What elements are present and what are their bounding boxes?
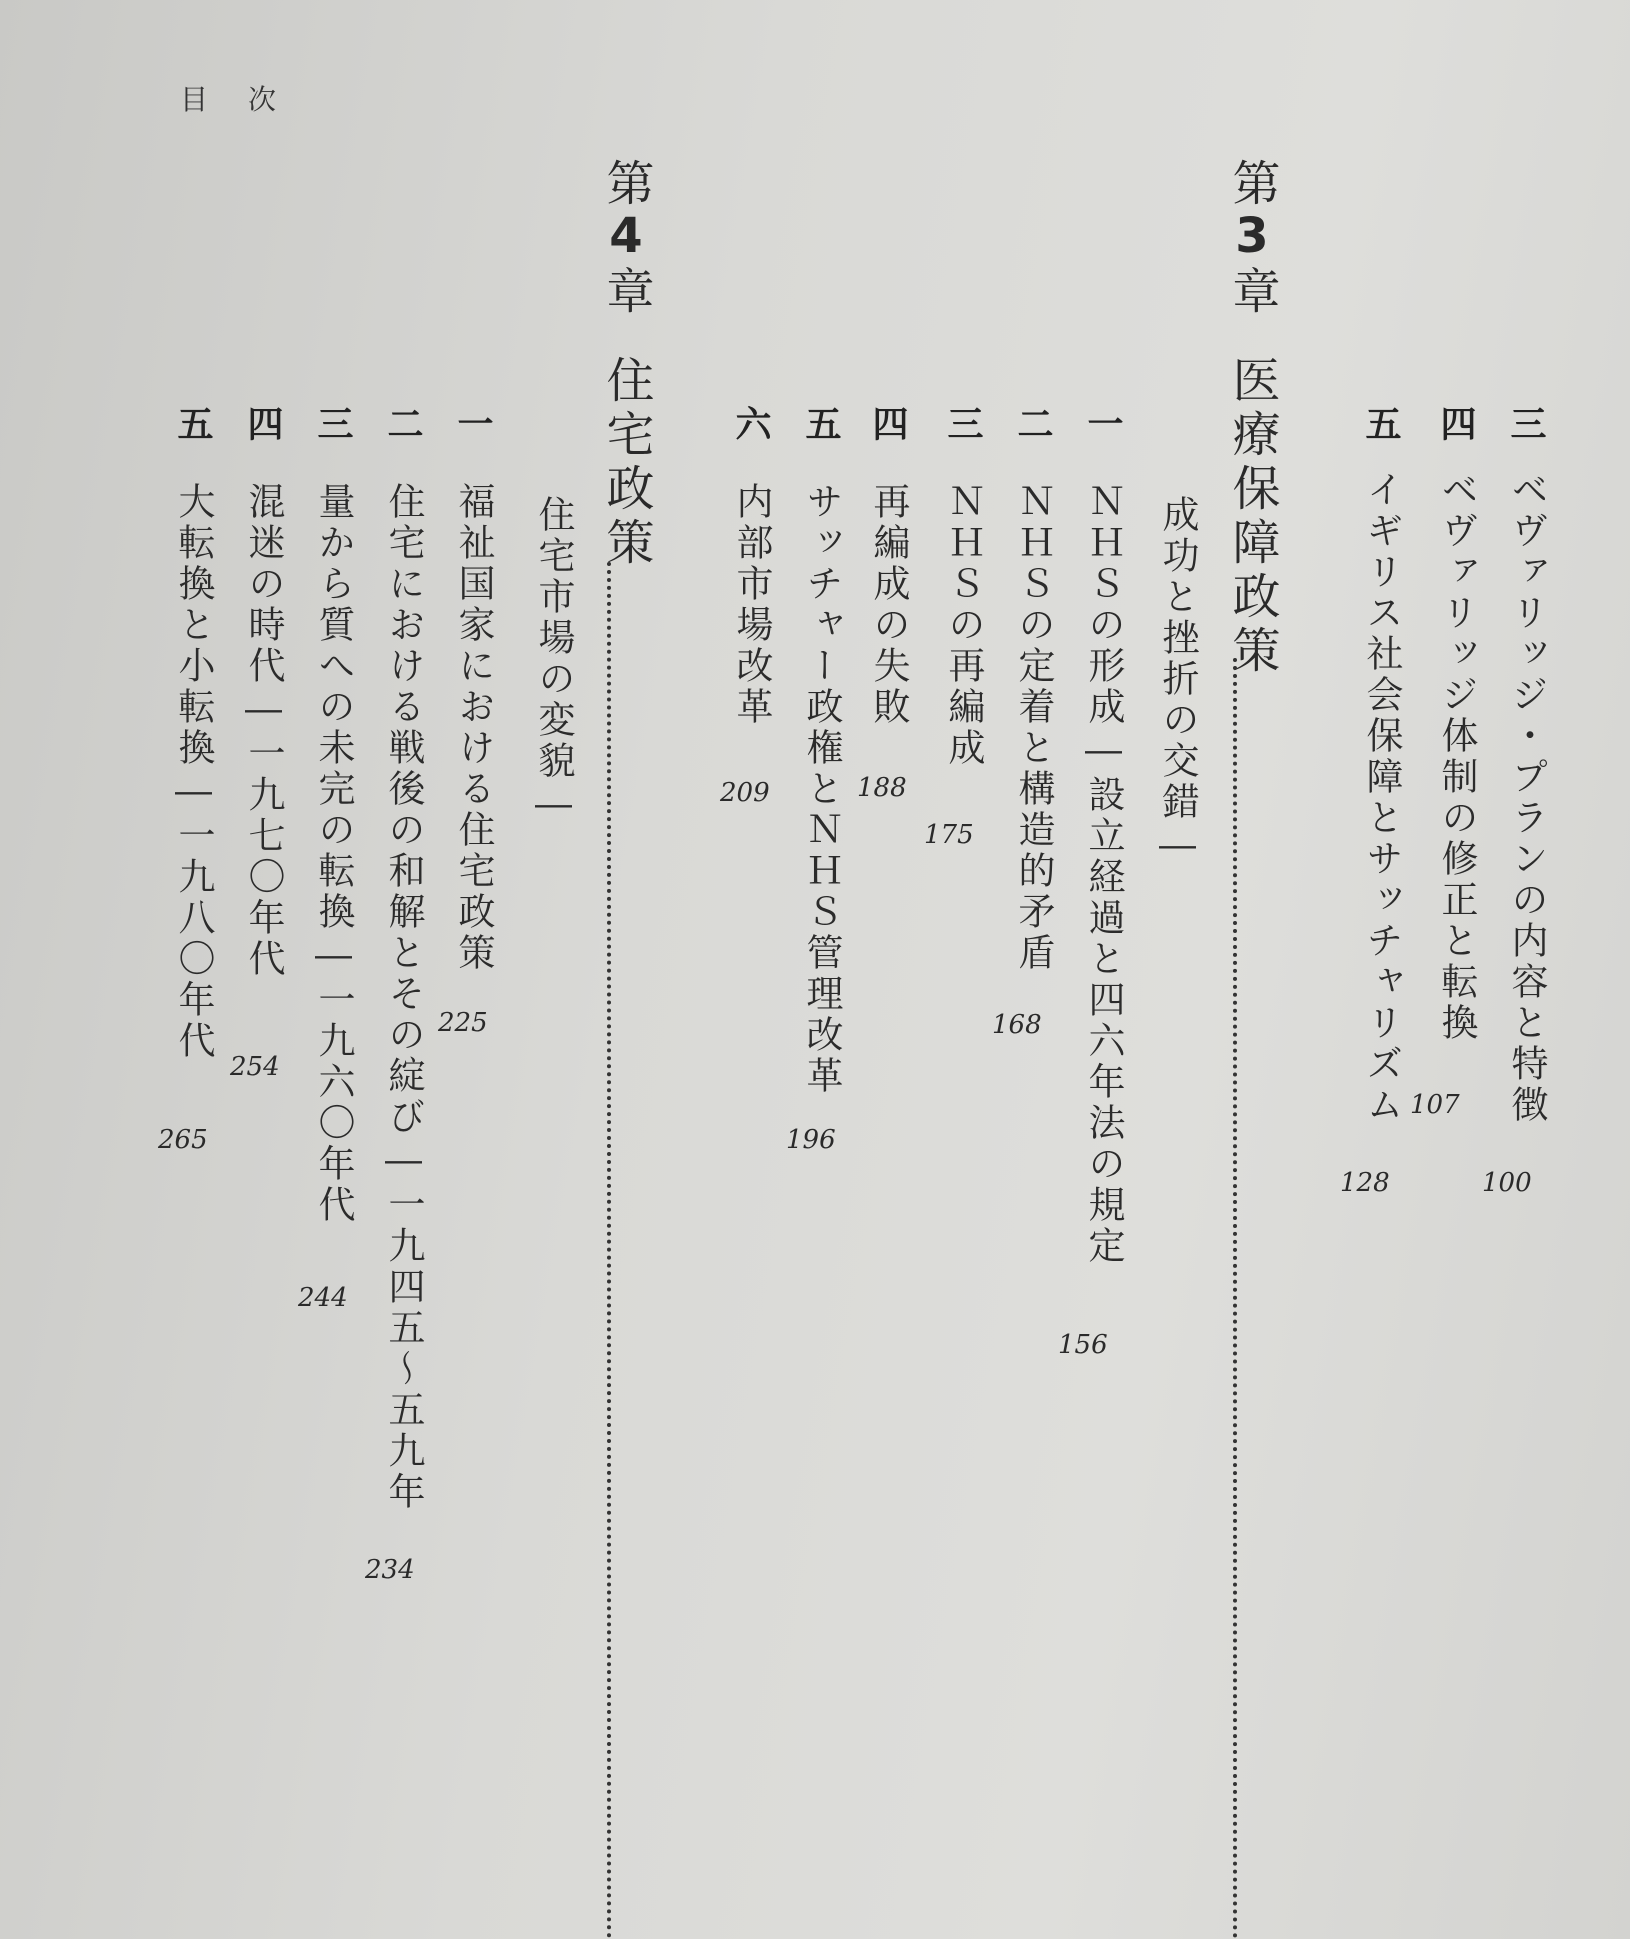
section-number: 六: [730, 405, 771, 441]
leader-dots: [607, 562, 611, 1939]
section-title[interactable]: ベヴァリッジ体制の修正と転換: [1435, 470, 1478, 1044]
section-number: 二: [382, 405, 423, 441]
page-number[interactable]: 209: [720, 778, 770, 808]
chapter-4-label: 第4章: [598, 158, 654, 316]
section-number: 五: [172, 405, 213, 441]
section-number: 一: [452, 405, 493, 441]
page-number[interactable]: 107: [1410, 1090, 1460, 1120]
chapter-3-title[interactable]: 医療保障政策: [1224, 355, 1280, 679]
chapter-4-subtitle: 住宅市場の変貌―: [532, 495, 575, 829]
page-number[interactable]: 188: [857, 773, 907, 803]
section-title[interactable]: 混迷の時代―一九七〇年代: [242, 482, 285, 980]
chapter-3-label: 第3章: [1224, 158, 1280, 316]
page-number[interactable]: 100: [1482, 1168, 1532, 1198]
section-number: 五: [800, 405, 841, 441]
page-number[interactable]: 175: [924, 820, 974, 850]
page-number[interactable]: 265: [158, 1125, 208, 1155]
section-title[interactable]: ＮＨＳの再編成: [942, 482, 985, 769]
section-number: 四: [242, 405, 283, 441]
page-number[interactable]: 156: [1058, 1330, 1108, 1360]
page-number[interactable]: 128: [1340, 1168, 1390, 1198]
section-number: 五: [1360, 405, 1401, 441]
page-number[interactable]: 244: [298, 1283, 348, 1313]
chapter-3-subtitle: 成功と挫折の交錯―: [1156, 495, 1199, 870]
page-number[interactable]: 254: [230, 1052, 280, 1082]
section-title[interactable]: 大転換と小転換―一九八〇年代: [172, 482, 215, 1062]
leader-dots: [1233, 658, 1237, 1939]
page-header: 目次: [180, 83, 317, 116]
section-title[interactable]: サッチャー政権とＮＨＳ管理改革: [800, 482, 843, 1097]
chapter-4-title[interactable]: 住宅政策: [598, 355, 654, 571]
section-title[interactable]: 住宅における戦後の和解とその綻び―一九四五〜五九年: [382, 482, 425, 1513]
section-number: 三: [312, 405, 353, 441]
section-title[interactable]: イギリス社会保障とサッチャリズム: [1360, 470, 1403, 1126]
section-number: 一: [1082, 405, 1123, 441]
page-number[interactable]: 225: [438, 1008, 488, 1038]
section-title[interactable]: ＮＨＳの定着と構造的矛盾: [1012, 482, 1055, 974]
section-title[interactable]: 量から質への未完の転換―一九六〇年代: [312, 482, 355, 1226]
section-title[interactable]: 再編成の失敗: [867, 482, 910, 728]
section-title[interactable]: ＮＨＳの形成―設立経過と四六年法の規定: [1082, 482, 1125, 1267]
page-number[interactable]: 168: [992, 1010, 1042, 1040]
section-number: 三: [942, 405, 983, 441]
section-title[interactable]: 福祉国家における住宅政策: [452, 482, 495, 974]
section-number: 四: [1435, 405, 1476, 441]
section-number: 二: [1012, 405, 1053, 441]
section-number: 三: [1505, 405, 1546, 441]
page-number[interactable]: 234: [365, 1555, 415, 1585]
section-title[interactable]: 内部市場改革: [730, 482, 773, 728]
page-number[interactable]: 196: [786, 1125, 836, 1155]
section-number: 四: [867, 405, 908, 441]
section-title[interactable]: ベヴァリッジ・プランの内容と特徴: [1505, 470, 1548, 1126]
